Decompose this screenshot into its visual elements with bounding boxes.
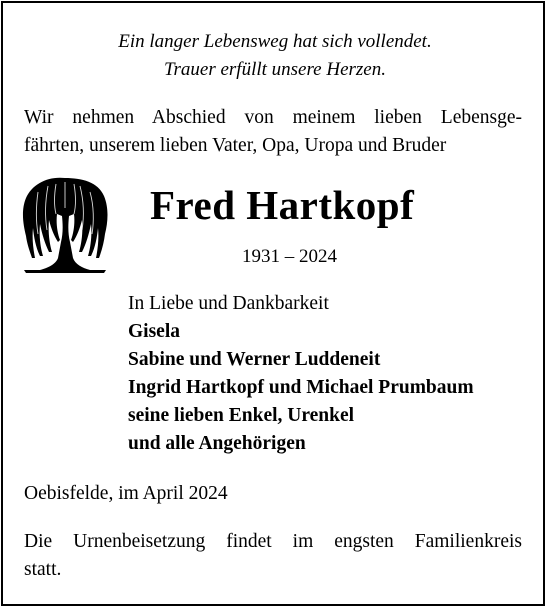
mourner-name: Sabine und Werner Luddeneit	[128, 349, 381, 370]
intro-line-2: fährten, unserem lieben Vater, Opa, Uropa und Bruder	[24, 135, 447, 156]
motto-line-1: Ein langer Lebensweg hat sich vollendet.	[118, 31, 432, 52]
life-years: 1931 – 2024	[242, 246, 337, 267]
mourner-name: Ingrid Hartkopf und Michael Prumbaum	[128, 377, 474, 398]
deceased-name: Fred Hartkopf	[150, 182, 415, 228]
burial-note-line-2: statt.	[24, 559, 62, 580]
burial-note-line-1: Die Urnenbeisetzung findet im engsten Familienkreis	[24, 531, 522, 552]
intro-line-1: Wir nehmen Abschied von meinem lieben Lebensge-	[24, 107, 522, 128]
mourner-name: seine lieben Enkel, Urenkel	[128, 405, 355, 426]
mourners-heading: In Liebe und Dankbarkeit	[128, 293, 329, 314]
motto-line-2: Trauer erfüllt unsere Herzen.	[163, 59, 386, 80]
weeping-willow-icon	[18, 172, 112, 276]
place-and-date: Oebisfelde, im April 2024	[24, 483, 228, 504]
mourner-name: und alle Angehörigen	[128, 433, 306, 454]
mourner-name: Gisela	[128, 321, 180, 342]
